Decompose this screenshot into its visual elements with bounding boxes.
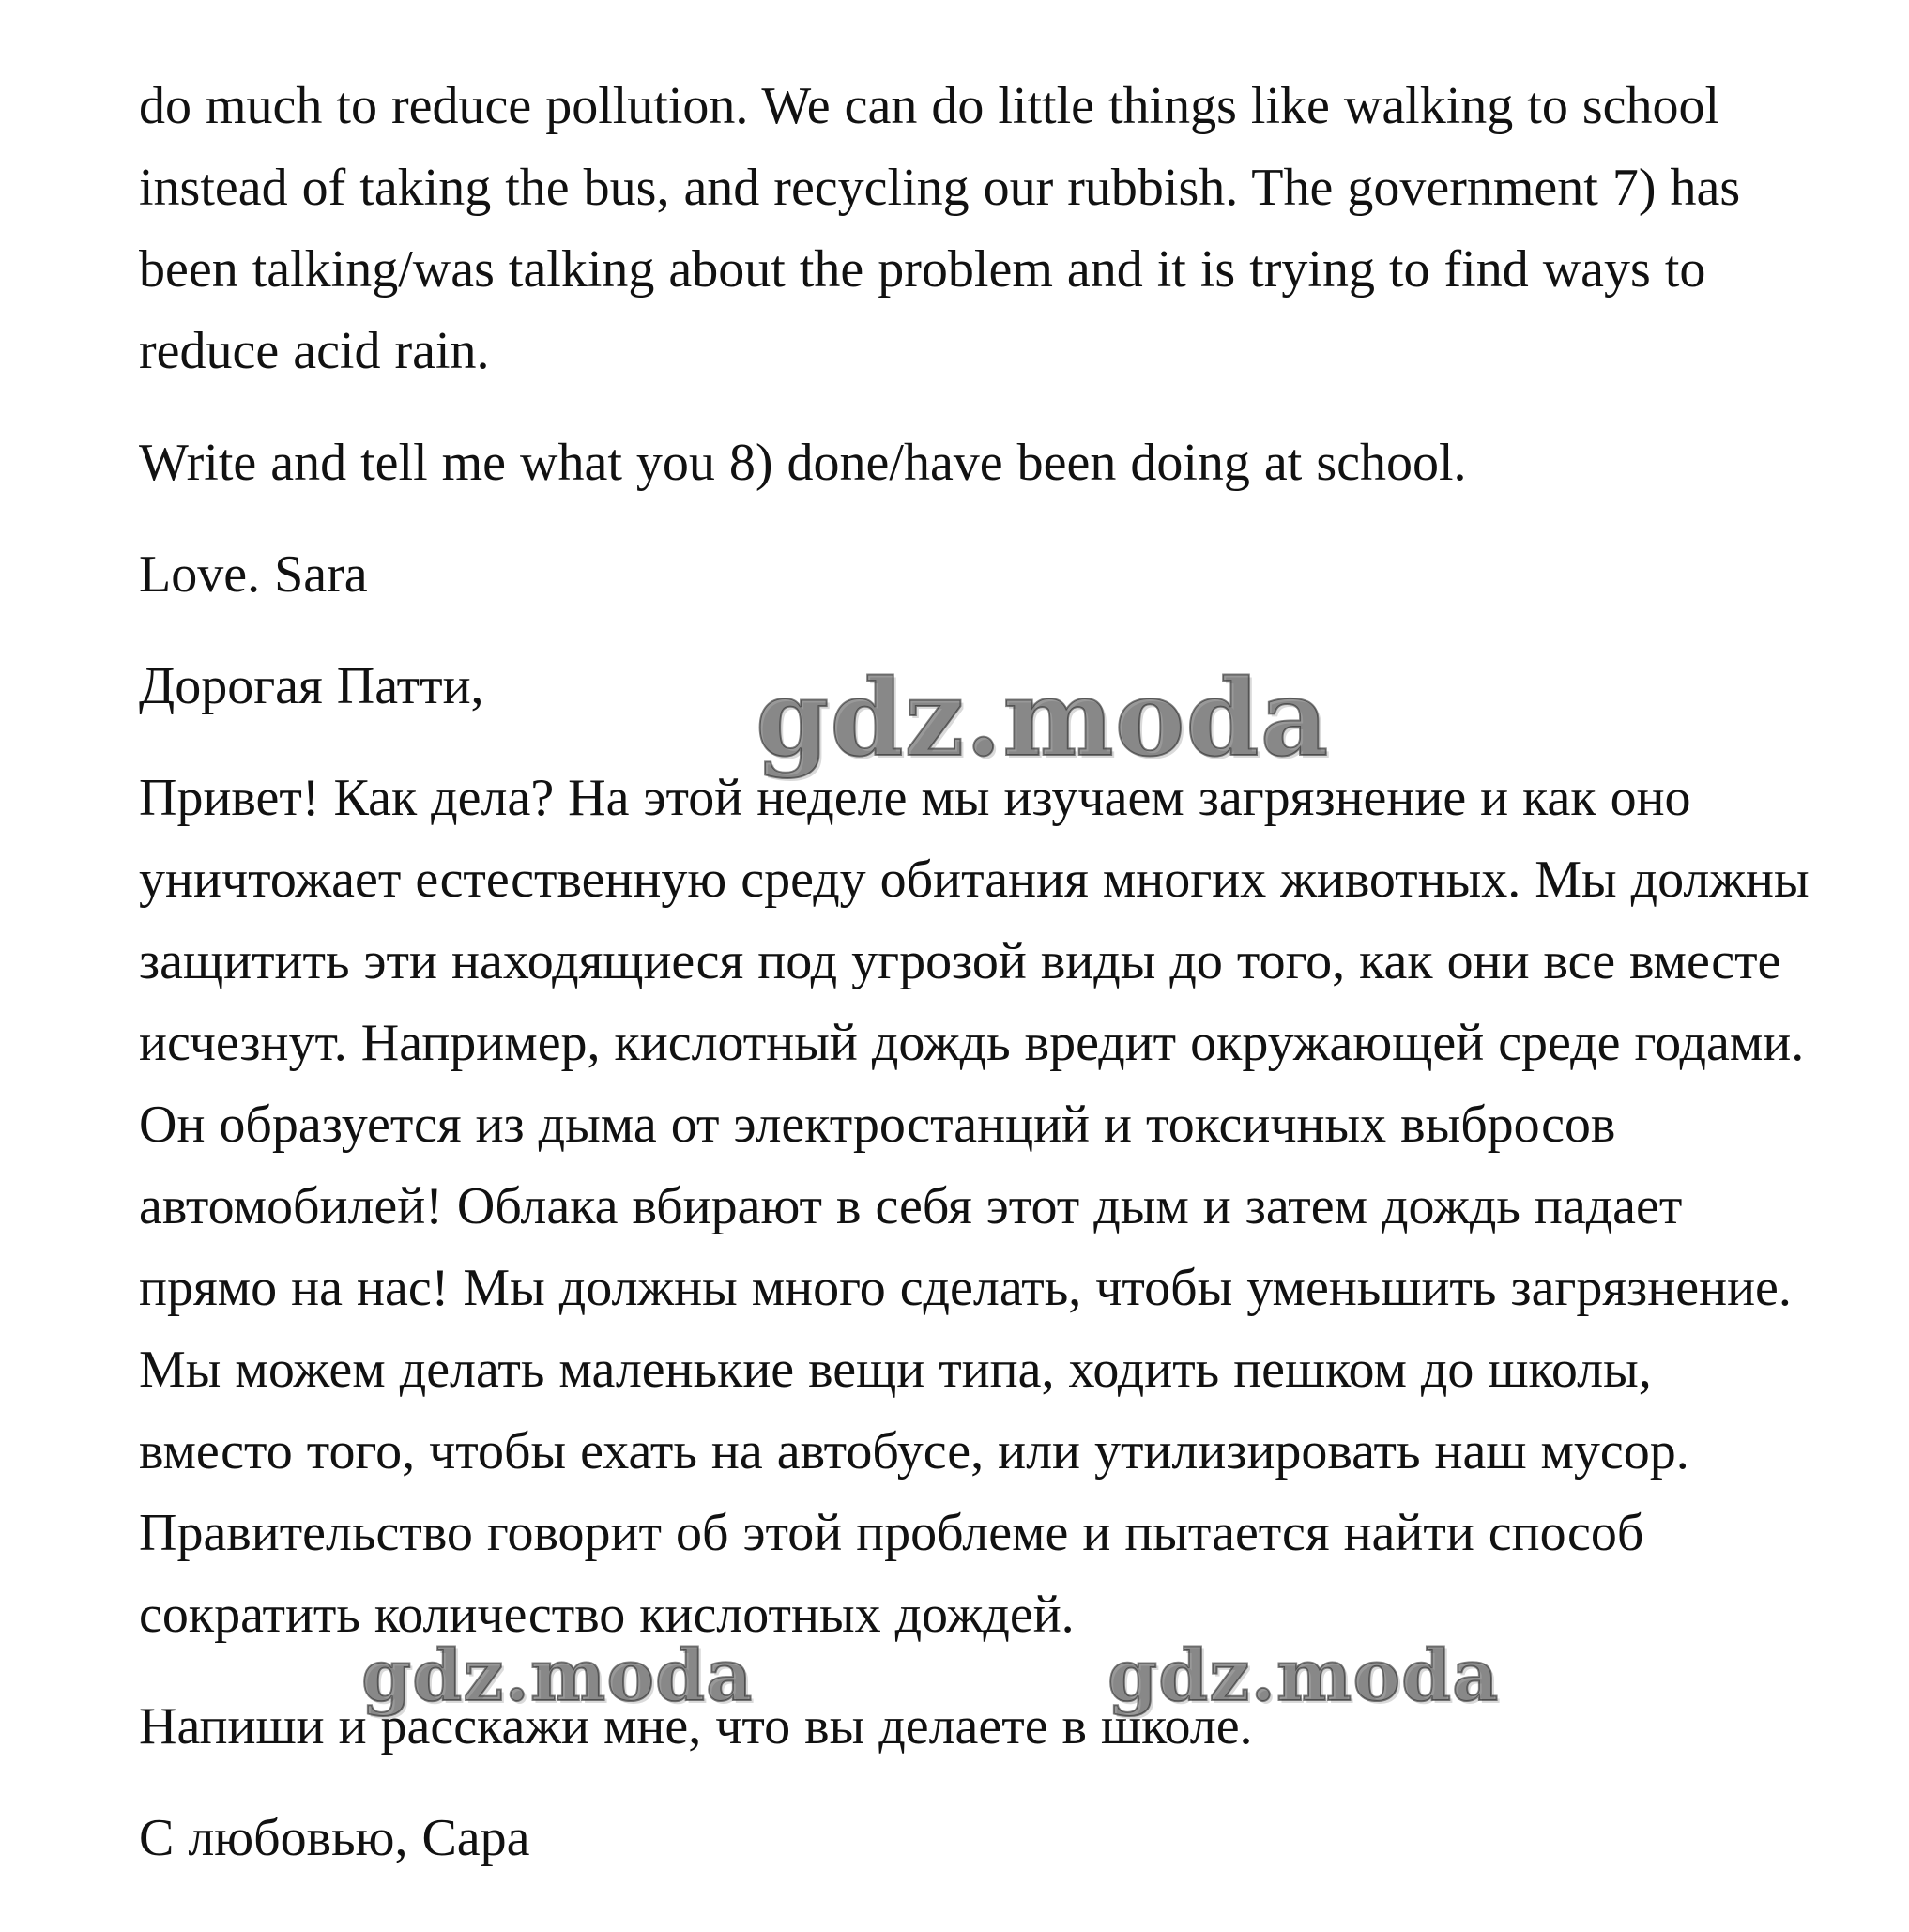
russian-greeting: Дорогая Патти, (139, 657, 484, 715)
watermark-right: gdz.moda (1107, 1633, 1500, 1717)
watermark-left: gdz.moda (361, 1633, 754, 1717)
russian-signature: С любовью, Сара (139, 1809, 530, 1867)
russian-paragraph-body: Привет! Как дела? На этой неделе мы изучаем загрязнение и как оно уничтожает естественную среду обитания многих животных. Мы должны защитить эти находящиеся под угрозой виды до того, как они все вместе исчезнут. Например, кислотный дождь вредит окружающей среде годами. Он образуется из дыма от электростанций и токсичных выбросов автомобилей! Облака вбирают в себя этот дым и затем дождь падает прямо на нас! Мы должны много сделать, чтобы уменьшить загрязнение. Мы можем делать маленькие вещи типа, ходить пешком до школы, вместо того, чтобы ехать на автобусе, или утилизировать наш мусор. Правительство говорит об этой проблеме и пытается найти способ сократить количество кислотных дождей. (139, 769, 1810, 1644)
document-page (139, 66, 1810, 1909)
english-paragraph-request: Write and tell me what you 8) done/have been doing at school. (139, 434, 1467, 492)
english-signature: Love. Sara (139, 545, 368, 604)
english-paragraph-continuation: do much to reduce pollution. We can do little things like walking to school instead of taking the bus, and recycling our rubbish. The government 7) has been talking/was talking about the problem and it is trying to find ways to reduce acid rain. (139, 77, 1741, 380)
watermark-large: gdz.moda (756, 657, 1330, 780)
russian-paragraph-request: Напиши и расскажи мне, что вы делаете в школе. (139, 1697, 1253, 1756)
